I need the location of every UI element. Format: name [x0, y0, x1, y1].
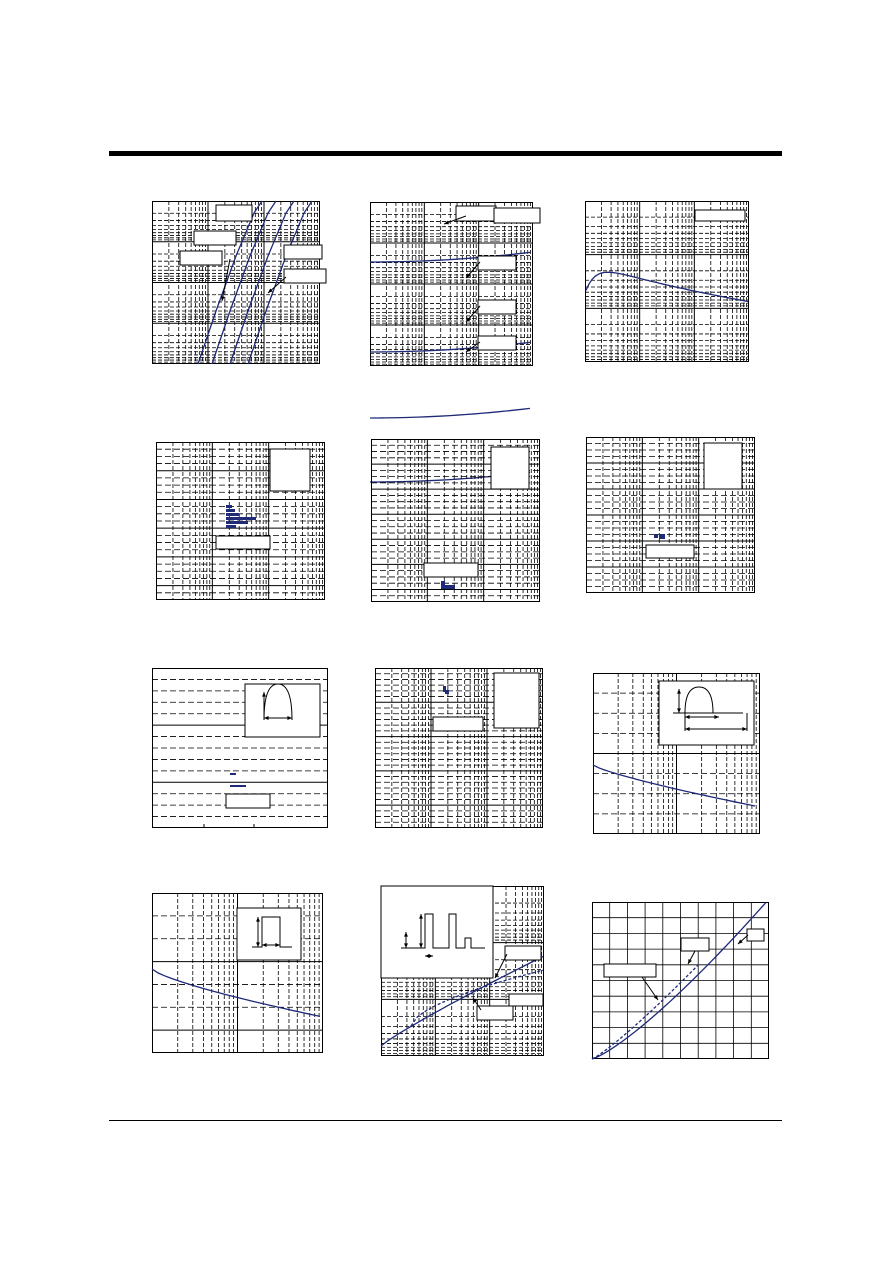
chart-8-svg: [375, 668, 543, 828]
chart-12-svg: [592, 902, 769, 1059]
data-point-cluster: [230, 785, 246, 787]
data-point-cluster: [654, 534, 658, 538]
callout-arrowhead: [221, 296, 225, 301]
legend-box: [270, 449, 310, 491]
label-box: [646, 545, 694, 558]
label-box: [494, 208, 540, 223]
chart-panel-12: [592, 902, 769, 1059]
label-box: [505, 946, 541, 960]
label-box: [424, 563, 478, 577]
header-rule: [109, 151, 782, 156]
chart-5-svg: [371, 439, 540, 602]
chart-panel-11: [381, 886, 544, 1056]
label-box: [433, 717, 483, 731]
label-box: [695, 210, 745, 221]
chart-10-svg: [152, 893, 323, 1053]
data-point-cluster: [445, 690, 449, 694]
label-box: [604, 964, 656, 977]
curve-1: [593, 765, 755, 806]
legend-box: [494, 673, 539, 728]
chart-6-svg: [586, 437, 755, 593]
chart-panel-5: [371, 439, 540, 602]
data-point-cluster: [226, 513, 239, 516]
data-point-cluster: [445, 585, 455, 589]
label-box: [477, 1006, 513, 1020]
chart-2-svg: [370, 202, 533, 366]
chart-panel-2: [370, 202, 533, 366]
label-box: [509, 994, 543, 1006]
data-point-cluster: [226, 525, 236, 528]
chart-panel-1: [152, 201, 320, 364]
chart-11-svg: [381, 886, 544, 1056]
label-box: [478, 336, 516, 350]
chart-panel-7: [152, 668, 328, 828]
inset-box: [237, 908, 301, 960]
chart-panel-9: [593, 673, 760, 834]
data-point-cluster: [659, 534, 665, 539]
callout-arrowhead: [444, 221, 449, 225]
chart-panel-8: [375, 668, 543, 828]
data-point-cluster: [226, 509, 235, 512]
chart-7-svg: [152, 668, 328, 828]
chart-panel-3: [585, 201, 749, 362]
legend-box: [491, 447, 529, 489]
footer-rule: [109, 1120, 782, 1121]
chart-panel-6: [586, 437, 755, 593]
label-box: [216, 205, 252, 221]
chart-1-svg: [152, 201, 320, 364]
curve-1: [152, 969, 320, 1016]
chart-3-svg: [585, 201, 749, 362]
label-box: [180, 251, 222, 265]
data-point-cluster: [230, 773, 236, 775]
label-box: [478, 300, 516, 314]
label-box: [681, 938, 709, 951]
curve-3: [370, 408, 530, 418]
label-box: [747, 929, 764, 941]
plot-frame: [586, 202, 749, 362]
legend-box: [704, 443, 742, 489]
label-box: [226, 794, 270, 808]
label-box: [456, 206, 496, 221]
label-box: [284, 269, 326, 283]
label-box: [194, 231, 236, 245]
data-point-cluster: [226, 517, 256, 520]
chart-panel-10: [152, 893, 323, 1053]
data-point-cluster: [226, 521, 248, 524]
data-point-cluster: [441, 581, 445, 589]
data-point-cluster: [226, 505, 232, 508]
chart-4-svg: [156, 442, 325, 600]
chart-9-svg: [593, 673, 760, 834]
label-box: [216, 536, 270, 549]
label-box: [284, 245, 322, 259]
inset-box: [381, 886, 493, 978]
label-box: [478, 256, 516, 270]
chart-panel-4: [156, 442, 325, 600]
inset-box: [245, 684, 320, 737]
